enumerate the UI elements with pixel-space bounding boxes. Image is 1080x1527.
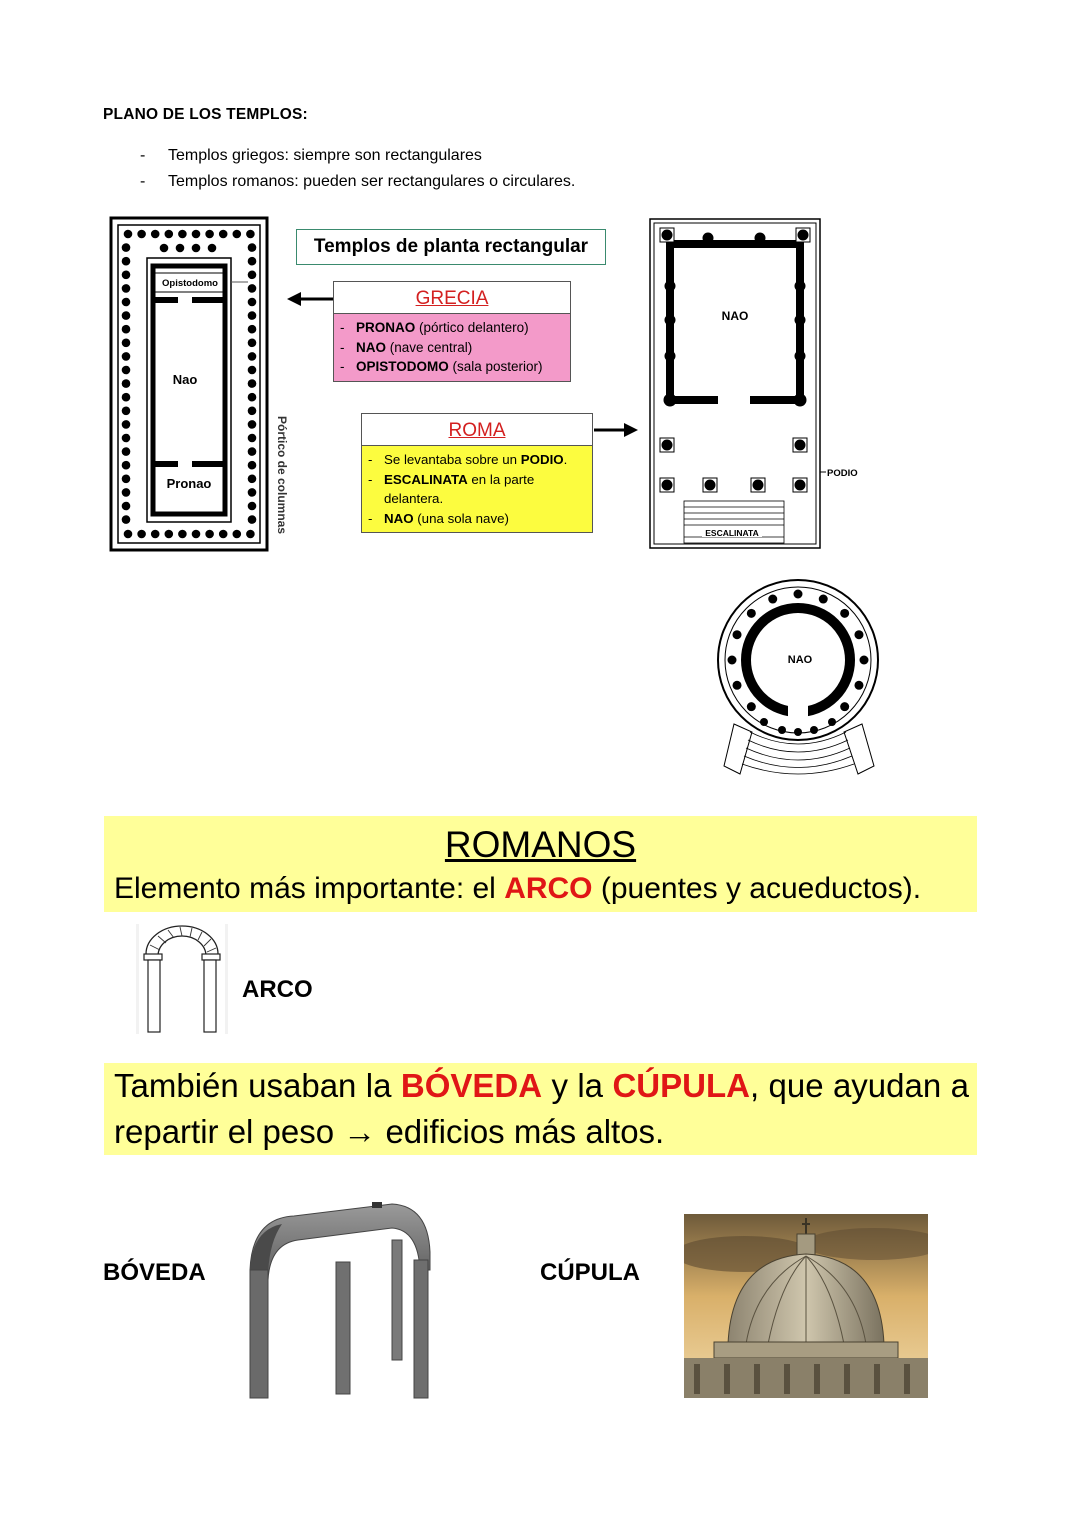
label-pronao: Pronao [166,476,212,491]
column-dot [248,339,257,348]
column-dot [176,244,185,253]
column-dot [728,656,737,665]
vault-image [242,1200,438,1405]
roma-item: - Se levantaba sobre un PODIO. [368,452,568,467]
column-dot [248,311,257,320]
column-dot [122,271,131,280]
column-dot [248,502,257,511]
column-dot [248,434,257,443]
arrow-left-icon [287,289,337,309]
boveda-line-2: repartir el peso → edificios más altos. [114,1113,665,1150]
column-dot [747,702,756,711]
column-dot [233,530,242,539]
column-dot [733,630,742,639]
column-dot [840,702,849,711]
column-dot [151,530,160,539]
column-dot [178,530,187,539]
column-dot [165,530,174,539]
grecia-item: - NAO (nave central) [340,339,473,355]
column-dot [248,475,257,484]
column-dot [248,461,257,470]
column-dot [248,420,257,429]
column-dot [122,366,131,375]
column-dot [165,230,174,239]
arco-label: ARCO [242,976,313,1003]
grecia-box [333,281,571,382]
label-roman-nao: NAO [721,309,749,323]
bullet-greek: - Templos griegos: siempre son rectangulares [140,147,482,164]
column-dot [840,609,849,618]
column-dot [192,530,201,539]
column-dot [733,681,742,690]
boveda-label: BÓVEDA [103,1259,206,1286]
column-dot [246,530,255,539]
column-dot [151,230,160,239]
column-dot [248,271,257,280]
column-dot [192,230,201,239]
column-dot [248,298,257,307]
arrow-right-icon [592,420,640,440]
dome-image [684,1214,928,1398]
column-dot [248,325,257,334]
column-dot [248,379,257,388]
column-dot [768,595,777,604]
column-dot [122,488,131,497]
column-dot [122,339,131,348]
greek-temple-plan [108,216,294,554]
roma-item: - ESCALINATA en la parte delantera. [368,471,535,506]
column-dot [248,366,257,375]
column-dot [248,284,257,293]
column-dot [122,502,131,511]
grecia-item: - OPISTODOMO (sala posterior) [340,359,543,374]
boveda-line-1: También usaban la BÓVEDA y la CÚPULA, que ayudan a [114,1067,969,1104]
romanos-subtitle: Elemento más importante: el ARCO (puentes y acueductos). [114,872,922,905]
column-dot [246,230,255,239]
column-dot [122,298,131,307]
circular-temple-plan [712,574,888,782]
grecia-item: - PRONAO (pórtico delantero) [340,320,529,335]
column-dot [854,630,863,639]
column-dot [248,393,257,402]
label-circular-nao: NAO [787,654,813,666]
label-opistodomo: Opistodomo [162,278,218,289]
column-dot [219,530,228,539]
label-portico: Pórtico de columnas [275,416,289,535]
column-dot [192,244,201,253]
column-dot [122,475,131,484]
label-nao: Nao [172,372,198,387]
page-heading: PLANO DE LOS TEMPLOS: [103,106,308,123]
column-dot [854,681,863,690]
column-dot [219,230,228,239]
roma-item: - NAO (una sola nave) [368,510,509,526]
column-dot [137,530,146,539]
column-dot [122,447,131,456]
diagram-title: Templos de planta rectangular [296,229,606,265]
column-dot [137,230,146,239]
boveda-banner [104,1063,977,1155]
column-dot [248,257,257,266]
column-dot [819,595,828,604]
column-dot [248,352,257,361]
column-dot [122,393,131,402]
roma-title: ROMA [362,414,592,446]
cupula-label: CÚPULA [540,1259,640,1286]
column-dot [122,407,131,416]
roman-temple-plan [648,216,858,552]
column-dot [124,530,133,539]
romanos-title: ROMANOS [444,824,637,865]
column-dot [248,488,257,497]
column-dot [122,379,131,388]
column-dot [122,461,131,470]
column-dot [122,284,131,293]
column-dot [248,243,257,252]
column-dot [205,230,214,239]
label-escalinata: ESCALINATA [705,528,759,538]
column-dot [233,230,242,239]
column-dot [124,230,133,239]
romanos-banner [104,816,977,912]
column-dot [248,407,257,416]
column-dot [860,656,869,665]
column-dot [160,244,169,253]
column-dot [122,352,131,361]
column-dot [205,530,214,539]
column-dot [122,311,131,320]
label-podio: PODIO [827,468,858,479]
column-dot [178,230,187,239]
column-dot [248,515,257,524]
roma-box [361,413,593,533]
grecia-title: GRECIA [334,282,570,314]
bullet-roman: - Templos romanos: pueden ser rectangulares o circulares. [140,173,576,190]
column-dot [208,244,217,253]
column-dot [794,590,803,599]
column-dot [122,420,131,429]
column-dot [122,515,131,524]
arch-image [136,924,228,1034]
column-dot [122,325,131,334]
column-dot [248,447,257,456]
column-dot [122,243,131,252]
column-dot [122,257,131,266]
column-dot [747,609,756,618]
column-dot [122,434,131,443]
